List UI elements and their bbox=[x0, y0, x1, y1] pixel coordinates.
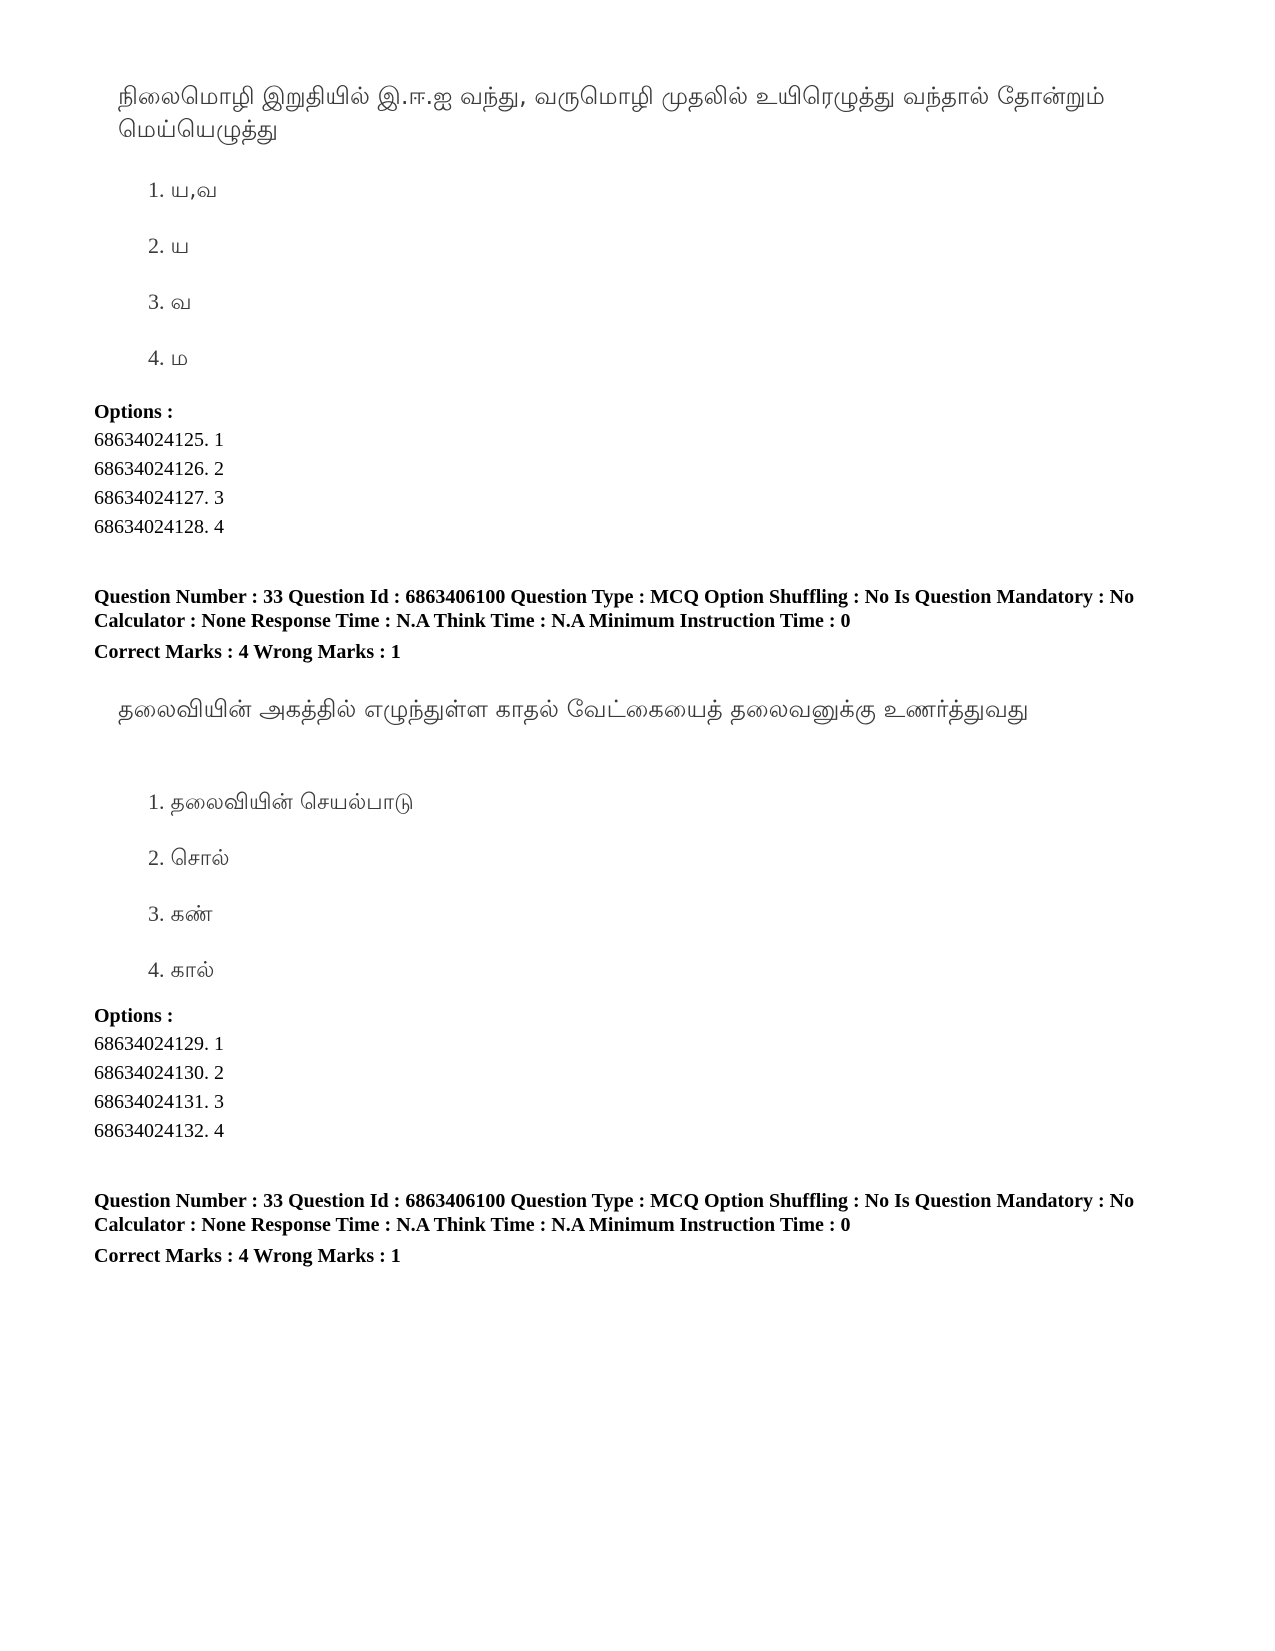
choice-number: 1. bbox=[148, 789, 165, 814]
choice-label: சொல் bbox=[170, 846, 230, 871]
choice-label: தலைவியின் செயல்பாடு bbox=[170, 790, 414, 815]
choice-number: 3. bbox=[148, 901, 165, 926]
choice-item bbox=[148, 900, 213, 929]
option-id-row: 68634024130. 2 bbox=[94, 1062, 224, 1084]
choice-number: 4. bbox=[148, 957, 165, 982]
option-id-row: 68634024129. 1 bbox=[94, 1033, 224, 1055]
question-text: நிலைமொழி இறுதியில் இ.ஈ.ஐ வந்து, வருமொழி முதலில் உயிரெழுத்து வந்தால் தோன்றும் மெய்யெழுத்து bbox=[118, 82, 1105, 143]
option-id-row: 68634024132. 4 bbox=[94, 1120, 224, 1142]
question-meta: Question Number : 33 Question Id : 6863406100 Question Type : MCQ Option Shuffling : No Is Question Mandatory : No Calculator : None Response Time : N.A Think Time : N.A Minimum Instruction Time : 0 bbox=[94, 1190, 1135, 1236]
options-heading: Options : bbox=[94, 1005, 174, 1027]
option-id-row: 68634024128. 4 bbox=[94, 516, 224, 538]
question-text: தலைவியின் அகத்தில் எழுந்துள்ள காதல் வேட்கையைத் தலைவனுக்கு உணர்த்துவது bbox=[118, 695, 1029, 723]
option-id-row: 68634024131. 3 bbox=[94, 1091, 224, 1113]
marks-info: Correct Marks : 4 Wrong Marks : 1 bbox=[94, 1245, 401, 1267]
options-heading: Options : bbox=[94, 401, 174, 423]
choice-label: கால் bbox=[170, 958, 215, 983]
choice-number: 2. bbox=[148, 233, 165, 258]
choice-item bbox=[148, 956, 214, 985]
choice-item bbox=[148, 844, 230, 873]
choice-number: 1. bbox=[148, 177, 165, 202]
choice-item bbox=[148, 344, 188, 373]
choice-item bbox=[148, 232, 189, 261]
question-meta: Question Number : 33 Question Id : 6863406100 Question Type : MCQ Option Shuffling : No Is Question Mandatory : No Calculator : None Response Time : N.A Think Time : N.A Minimum Instruction Time : 0 bbox=[94, 586, 1135, 632]
marks-info: Correct Marks : 4 Wrong Marks : 1 bbox=[94, 641, 401, 663]
choice-item bbox=[148, 788, 414, 817]
choice-label: ய,வ bbox=[170, 178, 218, 203]
option-id-row: 68634024127. 3 bbox=[94, 487, 224, 509]
choice-label: கண் bbox=[170, 902, 213, 927]
choice-label: ய bbox=[170, 234, 190, 259]
choice-number: 4. bbox=[148, 345, 165, 370]
choice-item bbox=[148, 176, 217, 205]
choice-item bbox=[148, 288, 192, 317]
choice-label: ம bbox=[170, 346, 189, 371]
choice-number: 2. bbox=[148, 845, 165, 870]
choice-number: 3. bbox=[148, 289, 165, 314]
choice-label: வ bbox=[170, 290, 192, 315]
option-id-row: 68634024126. 2 bbox=[94, 458, 224, 480]
option-id-row: 68634024125. 1 bbox=[94, 429, 224, 451]
